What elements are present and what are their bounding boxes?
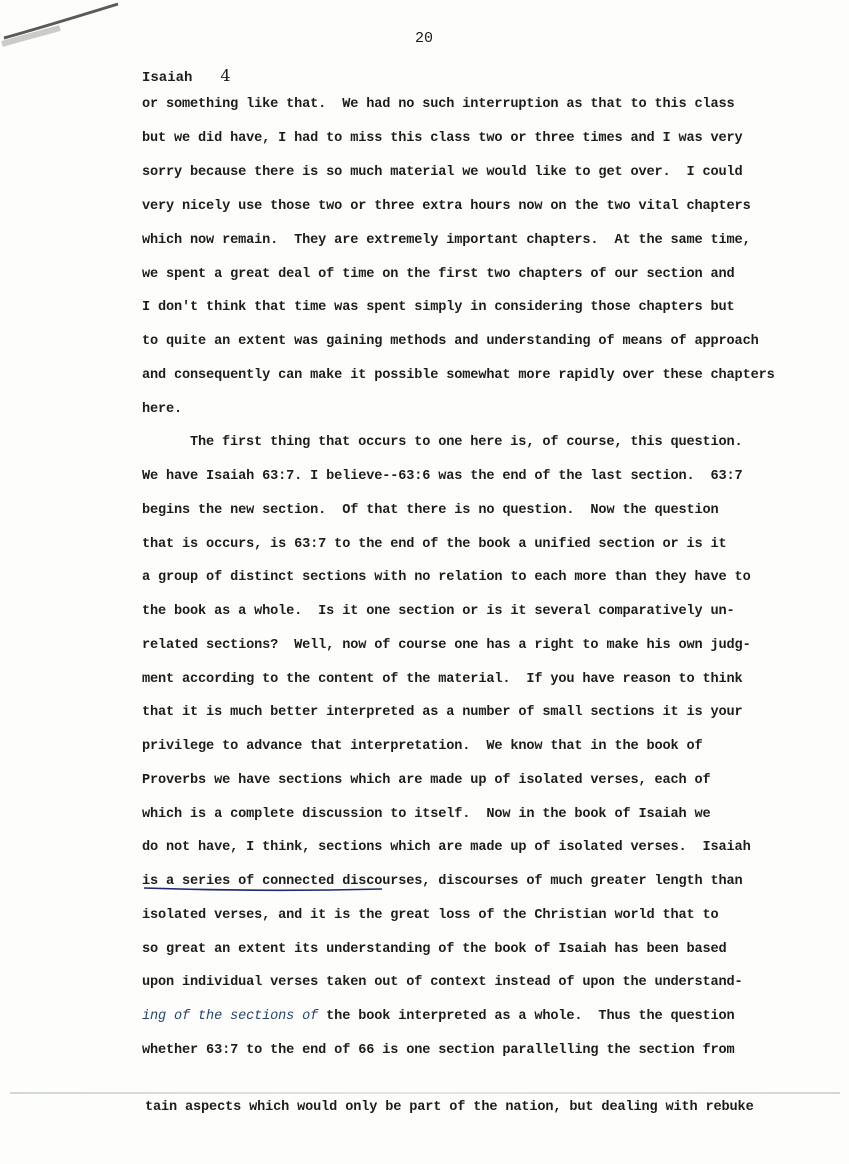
header-chapter: 4	[220, 66, 231, 85]
page-divider	[10, 1092, 840, 1094]
text-line: that is occurs, is 63:7 to the end of the book a unified section or is it	[142, 537, 727, 552]
text-line: upon individual verses taken out of context instead of upon the understand-	[142, 975, 743, 990]
text-line: related sections? Well, now of course one has a right to make his own judg-	[142, 638, 751, 653]
text-line: so great an extent its understanding of the book of Isaiah has been based	[142, 942, 727, 957]
text-line: I don't think that time was spent simply in considering those chapters but	[142, 300, 735, 315]
text-line: which is a complete discussion to itself. Now in the book of Isaiah we	[142, 807, 711, 822]
next-page-fragment: tain aspects which would only be part of the nation, but dealing with rebuke	[145, 1100, 754, 1115]
text-line: We have Isaiah 63:7. I believe--63:6 was the end of the last section. 63:7	[142, 469, 743, 484]
header-book: Isaiah	[142, 70, 193, 86]
page-number: 20	[415, 30, 434, 47]
text-line: privilege to advance that interpretation. We know that in the book of	[142, 739, 703, 754]
text-line: the book as a whole. Is it one section or is it several comparatively un-	[142, 604, 735, 619]
text-line: to quite an extent was gaining methods and understanding of means of approach	[142, 334, 759, 349]
text-line: whether 63:7 to the end of 66 is one section parallelling the section from	[142, 1043, 735, 1058]
text-line: here.	[142, 402, 183, 417]
text-line: Proverbs we have sections which are made up of isolated verses, each of	[142, 773, 711, 788]
text-line: or something like that. We had no such interruption as that to this class	[142, 97, 735, 112]
text-line	[142, 1007, 735, 1027]
text-line: very nicely use those two or three extra hours now on the two vital chapters	[142, 199, 751, 214]
text-line: begins the new section. Of that there is no question. Now the question	[142, 503, 719, 518]
text-line: sorry because there is so much material we would like to get over. I could	[142, 165, 743, 180]
text-line: isolated verses, and it is the great loss of the Christian world that to	[142, 908, 719, 923]
text-line: a group of distinct sections with no relation to each more than they have to	[142, 570, 751, 585]
text-line: which now remain. They are extremely important chapters. At the same time,	[142, 233, 751, 248]
text-line: but we did have, I had to miss this class two or three times and I was very	[142, 131, 743, 146]
text-line: is a series of connected discourses, discourses of much greater length than	[142, 874, 743, 889]
text-line: and consequently can make it possible somewhat more rapidly over these chapters	[142, 368, 775, 383]
text-segment: the book interpreted as a whole. Thus the question	[318, 1009, 735, 1024]
text-line: we spent a great deal of time on the first two chapters of our section and	[142, 267, 735, 282]
text-line: ment according to the content of the material. If you have reason to think	[142, 672, 743, 687]
corner-pencil-mark	[0, 0, 140, 60]
handwritten-underline	[142, 880, 782, 896]
text-line: do not have, I think, sections which are made up of isolated verses. Isaiah	[142, 840, 751, 855]
text-line: The first thing that occurs to one here is, of course, this question.	[190, 435, 743, 450]
faint-text: ing of the sections of	[142, 1009, 319, 1024]
text-line: that it is much better interpreted as a number of small sections it is your	[142, 705, 743, 720]
page-header	[142, 66, 231, 86]
